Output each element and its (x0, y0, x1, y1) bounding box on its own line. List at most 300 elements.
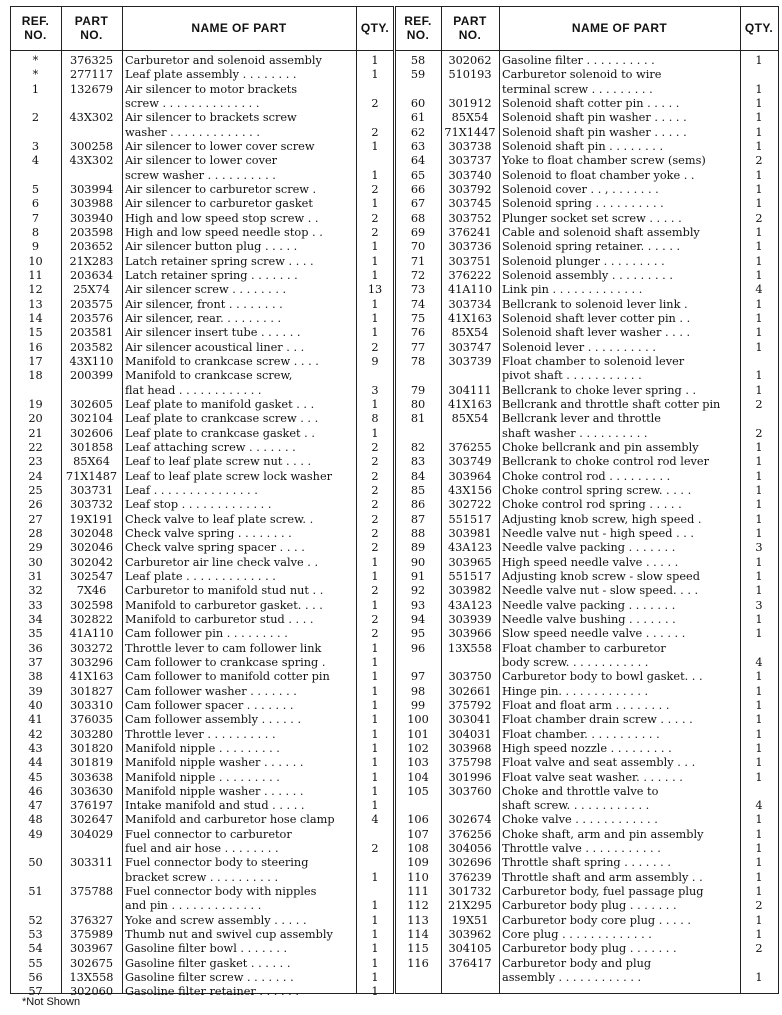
right-ref-no-cell: 72 (410, 268, 426, 282)
right-ref-no-cell: 100 (407, 713, 429, 727)
right-ref-no-cell: 112 (407, 899, 429, 913)
right-qty-cell: 1 (755, 555, 763, 569)
right-part-no-cell: 376241 (448, 225, 492, 239)
left-ref-no-cell: 30 (28, 555, 43, 569)
left-part-name-cell: Manifold nipple washer . . . . . . (125, 756, 304, 770)
right-qty-cell: 2 (755, 211, 763, 225)
left-part-name-cell: Latch retainer spring . . . . . . . (125, 268, 298, 282)
left-qty-cell: 1 (371, 713, 379, 727)
footnote: *Not Shown (22, 996, 81, 1008)
table-row (10, 985, 780, 999)
table-row (10, 856, 780, 870)
header-qty: QTY. (744, 21, 774, 35)
left-qty-cell: 1 (371, 311, 379, 325)
left-part-no-cell: 203652 (69, 240, 114, 254)
left-qty-cell: 1 (371, 913, 379, 927)
right-qty-cell: 1 (755, 512, 763, 526)
right-part-name-cell: Solenoid shaft lever washer . . . . (502, 326, 691, 340)
right-ref-no-cell: 77 (410, 340, 426, 354)
right-part-name-cell: Choke control rod spring . . . . . (502, 498, 682, 512)
right-ref-no-cell: 103 (407, 756, 429, 770)
right-qty-cell: 2 (755, 942, 763, 956)
right-part-name-cell: assembly . . . . . . . . . . . . (502, 971, 642, 985)
right-ref-no-cell: 75 (410, 311, 426, 325)
table-row (10, 470, 780, 484)
table-row (10, 957, 780, 971)
right-part-name-cell: Float chamber to solenoid lever (502, 354, 685, 368)
right-part-no-cell: 301912 (448, 96, 492, 110)
right-ref-no-cell: 71 (410, 254, 426, 268)
right-part-name-cell: Adjusting knob screw, high speed . (502, 512, 702, 526)
table-row (10, 154, 780, 168)
right-qty-cell: 1 (755, 684, 763, 698)
left-qty-cell: 1 (371, 684, 379, 698)
left-part-no-cell: 43X110 (69, 354, 114, 368)
left-header-qty (356, 6, 394, 50)
table-row (10, 842, 780, 856)
left-part-no-cell: 43X302 (69, 154, 114, 168)
right-part-no-cell: 71X1447 (444, 125, 496, 139)
right-qty-cell: 1 (755, 928, 763, 942)
left-part-name-cell: Throttle lever . . . . . . . . . . (125, 727, 276, 741)
right-qty-cell: 1 (755, 670, 763, 684)
left-part-name-cell: fuel and air hose . . . . . . . . (125, 842, 279, 856)
right-part-no-cell: 303964 (448, 469, 492, 483)
left-ref-no-cell: 42 (28, 727, 43, 741)
left-part-name-cell: flat head . . . . . . . . . . . . (125, 383, 262, 397)
header-part-line2: NO. (80, 28, 103, 42)
left-qty-cell: 2 (371, 541, 379, 555)
left-ref-no-cell: 41 (28, 713, 43, 727)
left-qty-cell: 2 (371, 225, 379, 239)
left-qty-cell: 2 (371, 627, 379, 641)
right-qty-cell: 1 (755, 139, 763, 153)
left-ref-no-cell: 25 (28, 483, 43, 497)
right-part-name-cell: Bellcrank lever and throttle (502, 412, 661, 426)
table-row (10, 427, 780, 441)
right-part-name-cell: Carburetor body plug . . . . . . . (502, 899, 677, 913)
left-ref-no-cell: * (32, 68, 39, 82)
left-qty-cell: 2 (371, 211, 379, 225)
left-part-no-cell: 302606 (69, 426, 114, 440)
left-ref-no-cell: * (32, 54, 39, 67)
right-ref-no-cell: 97 (410, 670, 426, 684)
right-part-name-cell: Core plug . . . . . . . . . . . . . (502, 928, 652, 942)
left-qty-cell: 1 (371, 870, 379, 884)
right-ref-no-cell: 67 (410, 197, 426, 211)
left-part-name-cell: Leaf plate assembly . . . . . . . . (125, 68, 297, 82)
right-part-no-cell: 301732 (448, 885, 492, 899)
left-part-no-cell: 302060 (69, 985, 114, 999)
left-part-name-cell: Air silencer to carburetor gasket (125, 197, 313, 211)
table-row (10, 699, 780, 713)
right-part-name-cell: Carburetor body, fuel passage plug (502, 885, 704, 899)
left-part-name-cell: Leaf to leaf plate screw nut . . . . (125, 455, 312, 469)
right-part-name-cell: Choke control rod . . . . . . . . . (502, 469, 671, 483)
right-ref-no-cell: 101 (407, 727, 429, 741)
right-qty-cell (740, 642, 778, 656)
table-row (10, 756, 780, 770)
right-part-no-cell: 303965 (448, 555, 492, 569)
left-part-name-cell: Fuel connector body with nipples (125, 885, 317, 899)
table-row (10, 799, 780, 813)
left-qty-cell: 2 (371, 584, 379, 598)
left-part-name-cell: Manifold to carburetor stud . . . . (125, 612, 314, 626)
left-part-no-cell: 7X46 (76, 584, 107, 598)
left-part-no-cell: 41X163 (69, 670, 114, 684)
table-row (10, 240, 780, 254)
left-qty-cell: 1 (371, 326, 379, 340)
right-part-name-cell: Float chamber to carburetor (502, 641, 666, 655)
right-ref-no-cell: 78 (410, 354, 426, 368)
left-part-name-cell: Manifold nipple . . . . . . . . . (125, 741, 280, 755)
right-part-name-cell: High speed nozzle . . . . . . . . . (502, 741, 672, 755)
right-qty-cell: 1 (755, 297, 763, 311)
left-ref-no-cell: 33 (28, 598, 43, 612)
right-ref-no-cell (395, 799, 441, 813)
left-part-no-cell: 303731 (69, 483, 114, 497)
left-part-no-cell: 203634 (69, 268, 114, 282)
right-part-name-cell: Gasoline filter . . . . . . . . . . (502, 54, 655, 67)
right-part-name-cell: Solenoid cover . . , . . . . . . . (502, 182, 659, 196)
right-qty-cell: 1 (755, 197, 763, 211)
left-part-no-cell: 303994 (69, 182, 114, 196)
table-row (10, 298, 780, 312)
left-part-name-cell: Fuel connector to carburetor (125, 827, 292, 841)
left-qty-cell: 8 (371, 412, 379, 426)
table-row (10, 928, 780, 942)
right-ref-no-cell: 81 (410, 412, 426, 426)
right-part-name-cell: Needle valve nut - high speed . . . (502, 526, 695, 540)
right-part-no-cell: 303751 (448, 254, 492, 268)
right-part-no-cell: 304056 (448, 842, 492, 856)
right-part-name-cell: shaft washer . . . . . . . . . . (502, 426, 648, 440)
right-part-no-cell: 85X54 (451, 111, 489, 125)
right-part-name-cell: Float valve seat washer. . . . . . . (502, 770, 683, 784)
header-part-line1: PART (453, 14, 487, 28)
right-qty-cell: 1 (755, 111, 763, 125)
left-qty-cell: 1 (371, 426, 379, 440)
right-part-name-cell: Solenoid lever . . . . . . . . . . (502, 340, 656, 354)
left-part-no-cell: 303638 (69, 770, 114, 784)
right-part-name-cell: Needle valve packing . . . . . . . (502, 541, 676, 555)
left-part-no-cell: 301819 (69, 756, 114, 770)
left-ref-no-cell: 56 (28, 971, 43, 985)
right-qty-cell: 1 (755, 741, 763, 755)
right-ref-no-cell: 96 (410, 641, 426, 655)
right-qty-cell: 1 (755, 469, 763, 483)
left-part-no-cell: 302046 (69, 541, 114, 555)
table-row (10, 785, 780, 799)
left-qty-cell: 2 (371, 483, 379, 497)
right-part-no-cell: 303760 (448, 784, 492, 798)
right-part-no-cell: 303041 (448, 713, 492, 727)
table-row (10, 899, 780, 913)
table-row (10, 140, 780, 154)
right-header-qty (740, 6, 778, 50)
right-qty-cell: 1 (755, 254, 763, 268)
right-part-no-cell: 303792 (448, 182, 492, 196)
left-ref-no-cell: 22 (28, 440, 43, 454)
left-part-name-cell: Air silencer to motor brackets (125, 82, 298, 96)
right-part-name-cell: Solenoid to float chamber yoke . . (502, 168, 695, 182)
left-qty-cell: 2 (371, 340, 379, 354)
right-part-name-cell: Throttle valve . . . . . . . . . . . (502, 842, 661, 856)
header-name: NAME OF PART (191, 21, 287, 35)
right-part-no-cell: 303749 (448, 455, 492, 469)
left-part-no-cell: 19X191 (69, 512, 114, 526)
right-part-no-cell: 303968 (448, 741, 492, 755)
table-row (10, 312, 780, 326)
right-part-no-cell: 43X156 (448, 483, 492, 497)
left-ref-no-cell: 13 (28, 297, 43, 311)
left-part-name-cell: Leaf to leaf plate screw lock washer (125, 469, 333, 483)
right-qty-cell: 1 (755, 96, 763, 110)
table-row (10, 642, 780, 656)
right-part-name-cell: Yoke to float chamber screw (sems) (502, 154, 706, 168)
left-part-name-cell: High and low speed stop screw . . (125, 211, 319, 225)
right-part-no-cell: 376417 (448, 956, 492, 970)
left-part-no-cell: 375788 (69, 885, 114, 899)
table-row (10, 326, 780, 340)
right-part-no-cell: 303962 (448, 928, 492, 942)
left-ref-no-cell: 37 (28, 655, 43, 669)
left-part-no-cell: 85X64 (73, 455, 110, 469)
left-ref-no-cell: 43 (28, 741, 43, 755)
table-row (10, 54, 780, 68)
left-ref-no-cell: 53 (28, 928, 43, 942)
table-row (10, 412, 780, 426)
left-part-no-cell: 200399 (69, 369, 114, 383)
right-ref-no-cell: 79 (410, 383, 426, 397)
right-ref-no-cell: 98 (410, 684, 426, 698)
right-qty-cell: 1 (755, 225, 763, 239)
right-ref-no-cell (395, 427, 441, 441)
right-ref-no-cell: 104 (407, 770, 429, 784)
right-part-name-cell: Solenoid spring . . . . . . . . . . (502, 197, 664, 211)
left-ref-no-cell: 12 (28, 283, 43, 297)
right-qty-cell: 3 (755, 598, 763, 612)
left-qty-cell: 1 (371, 641, 379, 655)
left-qty-cell: 2 (371, 526, 379, 540)
left-header-rule (10, 50, 394, 51)
left-part-name-cell: washer . . . . . . . . . . . . . (125, 125, 260, 139)
right-part-no-cell: 301996 (448, 770, 492, 784)
right-part-no-cell: 303736 (448, 240, 492, 254)
right-ref-no-cell: 102 (407, 741, 429, 755)
table-row (10, 599, 780, 613)
left-part-name-cell: Air silencer to carburetor screw . (125, 182, 317, 196)
right-part-no-cell: 43A123 (447, 541, 493, 555)
right-part-name-cell: Needle valve bushing . . . . . . . (502, 612, 676, 626)
left-qty-cell: 9 (371, 354, 379, 368)
right-qty-cell (740, 957, 778, 971)
right-ref-no-cell: 110 (407, 870, 429, 884)
table-row (10, 685, 780, 699)
table-row (10, 212, 780, 226)
right-ref-no-cell: 65 (410, 168, 426, 182)
header-qty: QTY. (360, 21, 390, 35)
right-ref-no-cell: 109 (407, 856, 429, 870)
right-part-no-cell: 304111 (448, 383, 492, 397)
right-ref-no-cell: 87 (410, 512, 426, 526)
right-ref-no-cell: 85 (410, 483, 426, 497)
left-ref-no-cell: 16 (28, 340, 43, 354)
table-row (10, 455, 780, 469)
left-qty-cell: 1 (371, 899, 379, 913)
left-part-name-cell: Leaf plate . . . . . . . . . . . . . (125, 569, 276, 583)
left-ref-no-cell: 20 (28, 412, 43, 426)
left-qty-cell: 1 (371, 54, 379, 67)
right-qty-cell: 4 (755, 799, 763, 813)
left-header-part (61, 6, 122, 50)
right-ref-no-cell: 69 (410, 225, 426, 239)
table-row (10, 885, 780, 899)
table-row (10, 556, 780, 570)
left-part-name-cell: Cam follower spacer . . . . . . . (125, 698, 294, 712)
right-part-name-cell: Choke shaft, arm and pin assembly (502, 827, 704, 841)
left-ref-no-cell: 31 (28, 569, 43, 583)
right-part-no-cell: 303966 (448, 627, 492, 641)
table-row (10, 398, 780, 412)
left-ref-no-cell: 10 (28, 254, 43, 268)
left-part-name-cell: Manifold nipple . . . . . . . . . (125, 770, 280, 784)
right-ref-no-cell: 80 (410, 397, 426, 411)
left-qty-cell: 1 (371, 139, 379, 153)
left-part-name-cell: Check valve to leaf plate screw. . (125, 512, 314, 526)
left-part-name-cell: Cam follower washer . . . . . . . (125, 684, 297, 698)
right-qty-cell: 1 (755, 827, 763, 841)
left-part-no-cell: 303988 (69, 197, 114, 211)
left-qty-cell: 2 (371, 96, 379, 110)
left-ref-no-cell: 48 (28, 813, 43, 827)
left-ref-no-cell: 15 (28, 326, 43, 340)
right-ref-no-cell: 113 (407, 913, 429, 927)
table-row (10, 369, 780, 383)
table-row (10, 269, 780, 283)
left-part-no-cell: 13X558 (69, 971, 114, 985)
right-qty-cell (740, 355, 778, 369)
right-part-no-cell: 303737 (448, 154, 492, 168)
left-part-no-cell: 203598 (69, 225, 114, 239)
left-part-no-cell: 376035 (69, 713, 114, 727)
right-qty-cell: 1 (755, 698, 763, 712)
right-part-name-cell: Bellcrank to choke lever spring . . (502, 383, 697, 397)
left-part-no-cell: 376325 (69, 54, 114, 67)
left-part-no-cell: 303296 (69, 655, 114, 669)
right-ref-no-cell: 74 (410, 297, 426, 311)
table-row (10, 828, 780, 842)
right-qty-cell: 1 (755, 770, 763, 784)
left-ref-no-cell: 32 (28, 584, 43, 598)
right-part-name-cell: Float chamber. . . . . . . . . . . (502, 727, 660, 741)
right-part-no-cell: 41A110 (447, 283, 493, 297)
right-ref-no-cell: 115 (407, 942, 429, 956)
right-qty-cell: 1 (755, 612, 763, 626)
right-qty-cell: 1 (755, 240, 763, 254)
right-part-no-cell: 303738 (448, 139, 492, 153)
table-row (10, 111, 780, 125)
left-part-name-cell: Cam follower to manifold cotter pin (125, 670, 330, 684)
left-part-no-cell: 302048 (69, 526, 114, 540)
right-part-name-cell: Solenoid shaft pin washer . . . . . (502, 111, 687, 125)
left-part-no-cell: 302598 (69, 598, 114, 612)
left-ref-no-cell: 5 (31, 182, 40, 196)
left-part-name-cell: screw . . . . . . . . . . . . . . (125, 96, 260, 110)
right-ref-no-cell: 95 (410, 627, 426, 641)
left-qty-cell: 1 (371, 168, 379, 182)
left-ref-no-cell: 46 (28, 784, 43, 798)
left-ref-no-cell: 55 (28, 956, 43, 970)
left-part-no-cell: 376197 (69, 799, 114, 813)
left-ref-no-cell: 51 (28, 885, 43, 899)
left-part-no-cell: 277117 (69, 68, 114, 82)
left-part-no-cell: 302647 (69, 813, 114, 827)
left-ref-no-cell: 49 (28, 827, 43, 841)
table-row (10, 83, 780, 97)
left-part-no-cell: 21X283 (69, 254, 114, 268)
left-ref-no-cell: 8 (31, 225, 40, 239)
right-ref-no-cell: 63 (410, 139, 426, 153)
table-row (10, 813, 780, 827)
left-part-name-cell: Leaf . . . . . . . . . . . . . . . (125, 483, 258, 497)
left-qty-cell: 1 (371, 670, 379, 684)
right-qty-cell: 1 (755, 383, 763, 397)
left-ref-no-cell: 27 (28, 512, 43, 526)
right-qty-cell: 1 (755, 885, 763, 899)
right-ref-no-cell: 76 (410, 326, 426, 340)
right-part-no-cell: 303752 (448, 211, 492, 225)
right-part-name-cell: Choke bellcrank and pin assembly (502, 440, 699, 454)
left-part-name-cell: Air silencer acoustical liner . . . (125, 340, 305, 354)
left-ref-no-cell: 38 (28, 670, 43, 684)
table-row (10, 283, 780, 297)
left-ref-no-cell: 47 (28, 799, 43, 813)
left-part-name-cell: Throttle lever to cam follower link (125, 641, 322, 655)
right-part-no-cell: 302722 (448, 498, 492, 512)
right-ref-no-cell: 91 (410, 569, 426, 583)
left-part-no-cell: 301820 (69, 741, 114, 755)
right-ref-no-cell: 93 (410, 598, 426, 612)
left-ref-no-cell: 54 (28, 942, 43, 956)
right-header-name (499, 6, 740, 50)
right-part-name-cell: Cable and solenoid shaft assembly (502, 225, 700, 239)
right-ref-no-cell: 60 (410, 96, 426, 110)
right-qty-cell (740, 785, 778, 799)
left-part-name-cell: Cam follower assembly . . . . . . (125, 713, 302, 727)
left-part-name-cell: Manifold to crankcase screw, (125, 369, 293, 383)
table-row (10, 341, 780, 355)
right-ref-no-cell: 70 (410, 240, 426, 254)
left-part-name-cell: Thumb nut and swivel cup assembly (125, 928, 333, 942)
right-qty-cell (740, 412, 778, 426)
table-row (10, 441, 780, 455)
left-qty-cell: 2 (371, 125, 379, 139)
left-qty-cell: 1 (371, 985, 379, 999)
right-ref-no-cell (395, 971, 441, 985)
right-part-no-cell: 303734 (448, 297, 492, 311)
header-ref-line1: REF. (21, 14, 50, 28)
right-part-no-cell: 375798 (448, 756, 492, 770)
right-part-name-cell: Carburetor body to bowl gasket. . . (502, 670, 703, 684)
left-part-name-cell: Air silencer insert tube . . . . . . (125, 326, 301, 340)
right-qty-cell: 1 (755, 54, 763, 67)
right-part-name-cell: Throttle shaft spring . . . . . . . (502, 856, 671, 870)
right-part-no-cell (441, 656, 499, 670)
right-part-name-cell: Choke valve . . . . . . . . . . . . (502, 813, 658, 827)
left-part-name-cell: Air silencer to brackets screw (125, 111, 297, 125)
table-row (10, 584, 780, 598)
